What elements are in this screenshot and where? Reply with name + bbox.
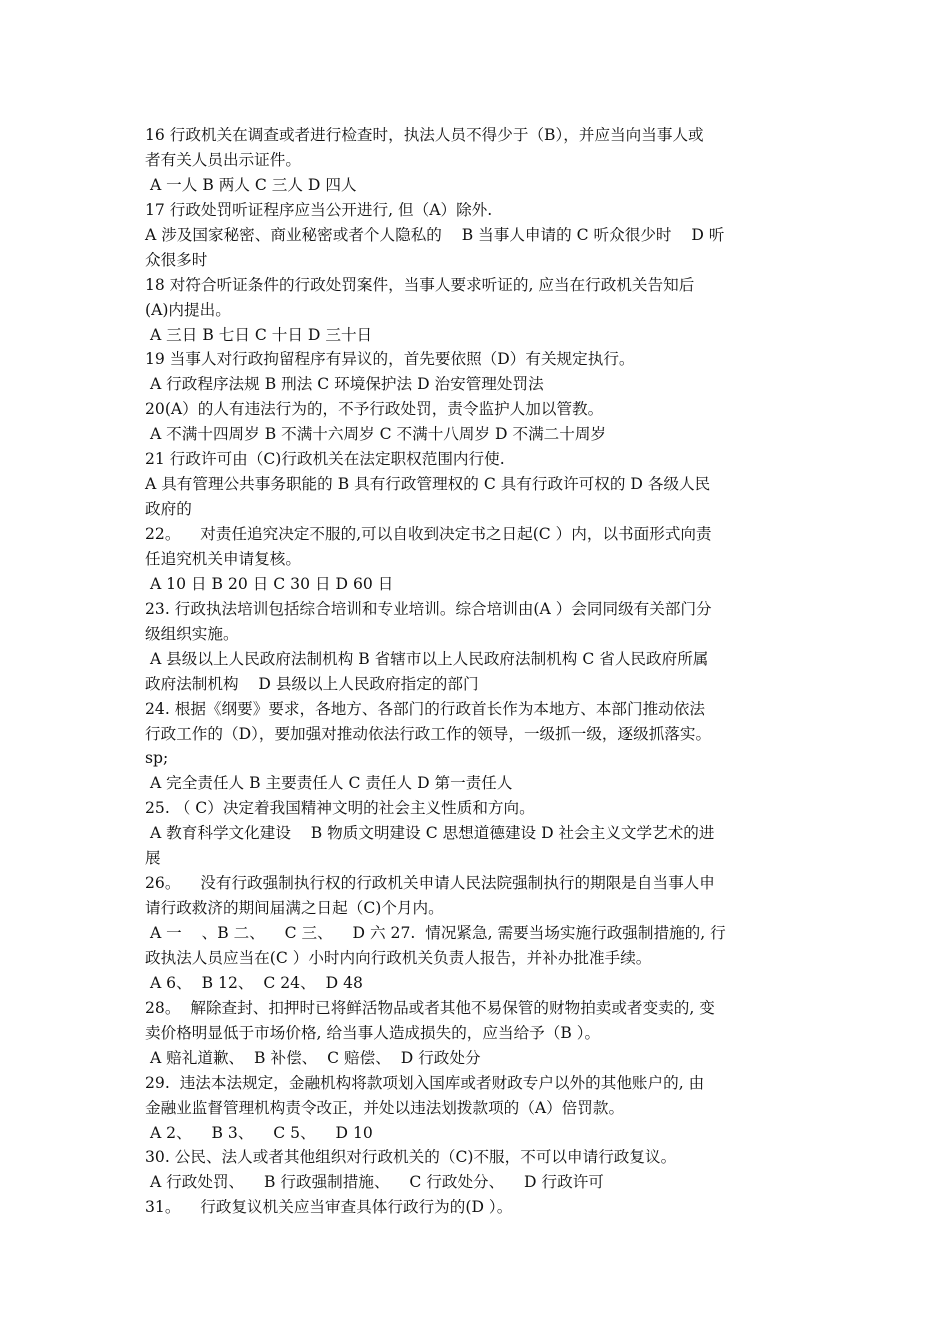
text-line: 者有关人员出示证件。 — [145, 150, 301, 169]
text-line: 28。 解除查封、扣押时已将鲜活物品或者其他不易保管的财物拍卖或者变卖的, 变 — [145, 998, 715, 1017]
text-line: A 教育科学文化建设 B 物质文明建设 C 思想道德建设 D 社会主义文学艺术的进 — [145, 824, 715, 843]
text-line: A 赔礼道歉、 B 补偿、 C 赔偿、 D 行政处分 — [145, 1048, 481, 1067]
text-line: 请行政救济的期间届满之日起（C)个月内。 — [145, 899, 444, 918]
text-line: A 不满十四周岁 B 不满十六周岁 C 不满十八周岁 D 不满二十周岁 — [145, 425, 607, 444]
text-line: A 县级以上人民政府法制机构 B 省辖市以上人民政府法制机构 C 省人民政府所属 — [145, 649, 709, 668]
text-line: 任追究机关申请复核。 — [145, 549, 301, 568]
text-line: 政执法人员应当在(C ）小时内向行政机关负责人报告，并补办批准手续。 — [145, 948, 652, 967]
text-line: A 完全责任人 B 主要责任人 C 责任人 D 第一责任人 — [145, 774, 513, 793]
text-line: 18 对符合听证条件的行政处罚案件，当事人要求听证的, 应当在行政机关告知后 — [145, 275, 695, 294]
text-line: 众很多时 — [145, 250, 208, 269]
text-line: 19 当事人对行政拘留程序有异议的，首先要依照（D）有关规定执行。 — [145, 350, 635, 369]
text-line: 21 行政许可由（C)行政机关在法定职权范围内行使. — [145, 450, 505, 469]
document-body — [145, 123, 825, 1220]
text-line: A 10 日 B 20 日 C 30 日 D 60 日 — [145, 574, 394, 593]
text-line: 29. 违法本法规定，金融机构将款项划入国库或者财政专户以外的其他账户的, 由 — [145, 1073, 705, 1092]
text-line: A 2、 B 3、 C 5、 D 10 — [145, 1123, 373, 1142]
text-line: 30. 公民、法人或者其他组织对行政机关的（C)不服，不可以申请行政复议。 — [145, 1148, 677, 1167]
text-line: 25. （ C）决定着我国精神文明的社会主义性质和方向。 — [145, 799, 535, 818]
text-line: sp; — [145, 749, 169, 768]
text-line: A 涉及国家秘密、商业秘密或者个人隐私的 B 当事人申请的 C 听众很少时 D 听 — [145, 225, 725, 244]
text-line: 24. 根据《纲要》要求，各地方、各部门的行政首长作为本地方、本部门推动依法 — [145, 699, 705, 718]
text-line: A 行政程序法规 B 刑法 C 环境保护法 D 治安管理处罚法 — [145, 375, 544, 394]
text-line: 20(A）的人有违法行为的，不予行政处罚，责令监护人加以管教。 — [145, 400, 604, 419]
text-line: (A)内提出。 — [145, 300, 231, 319]
text-line: 26。 没有行政强制执行权的行政机关申请人民法院强制执行的期限是自当事人申 — [145, 874, 715, 893]
text-line: 16 行政机关在调查或者进行检查时，执法人员不得少于（B），并应当向当事人或 — [145, 126, 704, 144]
text-line: A 具有管理公共事务职能的 B 具有行政管理权的 C 具有行政许可权的 D 各级人民 — [145, 475, 711, 494]
text-line: 政府的 — [145, 500, 192, 519]
text-line: A 一人 B 两人 C 三人 D 四人 — [145, 175, 357, 194]
text-line: 行政工作的（D），要加强对推动依法行政工作的领导，一级抓一级，逐级抓落实。 — [145, 724, 712, 743]
text-line: 展 — [145, 849, 161, 868]
text-line: A 三日 B 七日 C 十日 D 三十日 — [145, 325, 373, 344]
text-line: 政府法制机构 D 县级以上人民政府指定的部门 — [145, 674, 479, 693]
text-line: 级组织实施。 — [145, 624, 239, 643]
text-line: 23. 行政执法培训包括综合培训和专业培训。综合培训由(A ）会同同级有关部门分 — [145, 599, 712, 618]
text-line: 卖价格明显低于市场价格, 给当事人造成损失的，应当给予（B ）。 — [145, 1023, 601, 1042]
text-line: A 一 、B 二、 C 三、 D 六 27. 情况紧急, 需要当场实施行政强制措施的, 行 — [145, 924, 726, 942]
text-line: 17 行政处罚听证程序应当公开进行, 但（A）除外. — [145, 200, 493, 219]
text-line: A 6、 B 12、 C 24、 D 48 — [145, 973, 363, 992]
text-line: 金融业监督管理机构责令改正，并处以违法划拨款项的（A）倍罚款。 — [145, 1098, 625, 1117]
text-line: 31。 行政复议机关应当审查具体行政行为的(D ）。 — [145, 1198, 513, 1217]
text-line: 22。 对责任追究决定不服的,可以自收到决定书之日起(C ）内，以书面形式向责 — [145, 525, 712, 543]
text-line: A 行政处罚、 B 行政强制措施、 C 行政处分、 D 行政许可 — [145, 1173, 604, 1192]
